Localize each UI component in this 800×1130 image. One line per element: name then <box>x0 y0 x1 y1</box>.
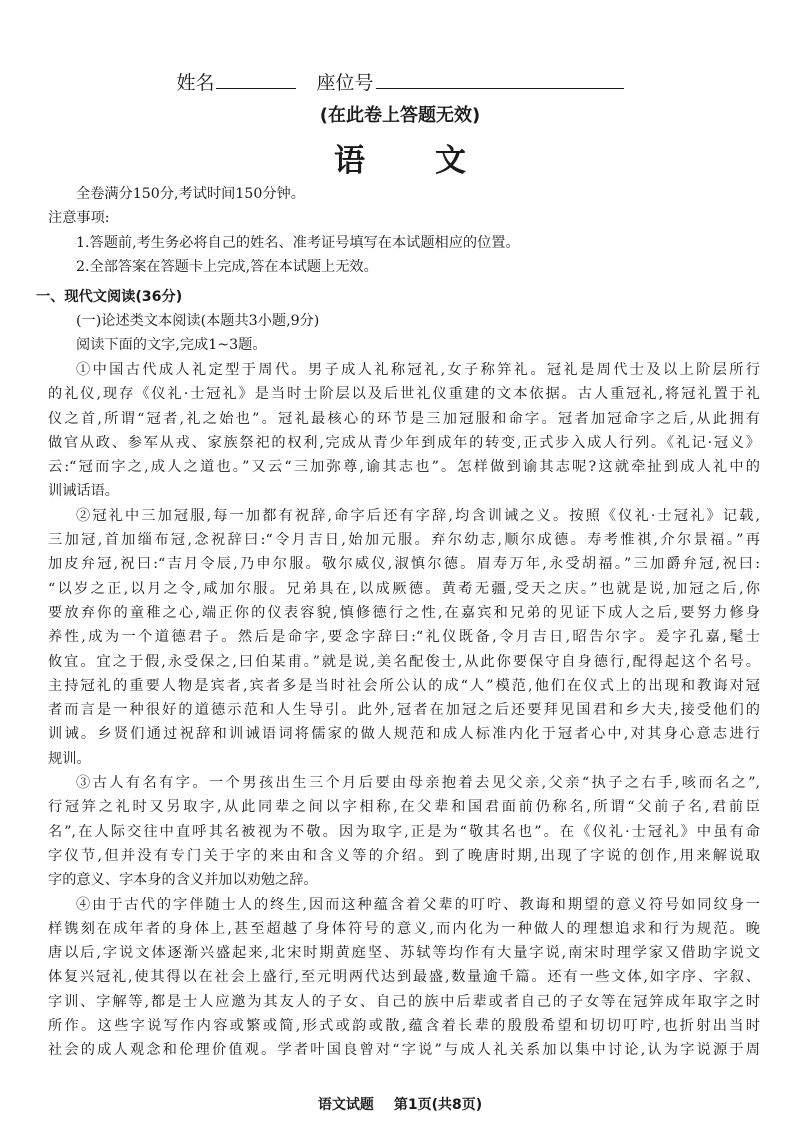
subsection-title: (一)论述类文本阅读(本题共3小题,9分) <box>76 313 320 329</box>
passage-line: 体复兴冠礼,使其得以在社会上盛行,至元明两代达到最盛,数量逾千篇。还有一些文体,如字序、字叙、 <box>48 969 760 986</box>
subject-title: 语文 <box>334 143 536 179</box>
seat-blank <box>376 70 624 89</box>
passage-line: 加皮弁冠,祝曰:“吉月令辰,乃申尔服。敬尔威仪,淑慎尔德。眉寿万年,永受胡福。”三加爵弁冠,祝曰: <box>48 556 760 573</box>
passage-line: 做官从政、参军从戎、家族祭祀的权利,完成从青少年到成年的转变,正式步入成人行列。《礼记·冠义》 <box>48 434 760 451</box>
passage-line: 训诫话语。 <box>48 483 119 500</box>
passage-line: 字仪节,但并没有专门关于字的来由和含义等的介绍。到了晚唐时期,出现了字说的创作,用来解说取 <box>48 847 760 864</box>
passage-line: 者而言是一种很好的道德示范和人生导引。此外,冠者在加冠之后还要拜见国君和乡大夫,接受他们的 <box>48 702 760 719</box>
passage-line: 字训、字解等,都是士人应邀为其友人的子女、自己的族中后辈或者自己的子女等在冠笄成年取字之时 <box>48 993 760 1010</box>
passage-line: 字的意义、字本身的含义并加以劝勉之辞。 <box>48 872 318 889</box>
section-heading <box>36 285 760 309</box>
passage-line: 训诫。乡贤们通过祝辞和训诫语词将儒家的做人规范和成人标准内化于冠者心中,对其身心意志进行 <box>48 726 760 743</box>
note-item: 2.全部答案在答题卡上完成,答在本试题上无效。 <box>76 258 378 275</box>
footer-page-number: 第1页(共8页) <box>393 1097 483 1113</box>
passage-line: 样镌刻在成年者的身体上,甚至超越了身体符号的意义,而内化为一种做人的理想追求和行为规范。晚 <box>48 920 760 937</box>
candidate-info-line <box>0 68 800 95</box>
passage-line: 的礼仪,现存《仪礼·士冠礼》是当时士阶层以及后世礼仪重建的文本依据。古人重冠礼,将冠礼置于礼 <box>48 386 760 403</box>
name-blank <box>216 70 296 89</box>
passage-line: ②冠礼中三加冠服,每一加都有祝辞,命字后还有字辞,均含训诫之义。按照《仪礼·士冠礼》记载, <box>76 507 760 524</box>
passage-line: 规训。 <box>48 750 91 767</box>
passage-line: 名”,在人际交往中直呼其名被视为不敬。因为取字,正是为“敬其名也”。在《仪礼·士冠礼》中虽有命 <box>48 823 760 840</box>
passage-line: 养性,成为一个道德君子。然后是命字,要念字辞曰:“礼仪既备,令月吉日,昭告尔字。爰字孔嘉,髦士 <box>48 629 760 646</box>
footer-subject: 语文试题 <box>317 1097 374 1113</box>
passage-line: 要放弃你的童稚之心,端正你的仪表容貌,慎修德行之性,在嘉宾和兄弟的见证下成人之后,要努力修身 <box>48 604 760 621</box>
passage-line: 三加冠,首加缁布冠,念祝辞曰:“令月吉日,始加元服。弃尔幼志,顺尔成德。寿考惟祺,介尔景福。”再 <box>48 532 760 549</box>
passage-line: ④由于古代的字伴随士人的终生,因而这种蕴含着父辈的叮咛、教诲和期望的意义符号如同纹身一 <box>76 896 760 913</box>
passage-line: 仪之首,所谓“冠者,礼之始也”。冠礼最核心的环节是三加冠服和命字。冠者加冠命字之后,从此拥有 <box>48 410 760 427</box>
passage-line: 行冠笄之礼时又另取字,从此同辈之间以字相称,在父辈和国君面前仍称名,所谓“父前子名,君前臣 <box>48 799 760 816</box>
passage-line: 所作。这些字说写作内容或繁或简,形式或韵或散,蕴含着长辈的殷殷希望和切切叮咛,也折射出当时 <box>48 1018 760 1035</box>
scoring-info: 全卷满分150分,考试时间150分钟。 <box>76 186 305 202</box>
invalid-answer-notice: (在此卷上答题无效) <box>319 105 481 126</box>
seat-label: 座位号 <box>316 72 374 94</box>
passage-line: ①中国古代成人礼定型于周代。男子成人礼称冠礼,女子称笄礼。冠礼是周代士及以上阶层所行 <box>76 362 760 378</box>
reading-instruction: 阅读下面的文字,完成1~3题。 <box>76 337 267 354</box>
page-footer <box>0 1094 800 1114</box>
passage-line: “以岁之正,以月之令,咸加尔服。兄弟具在,以成厥德。黄耇无疆,受天之庆。”也就是说,加冠之后,你 <box>48 580 760 597</box>
passage-line: 云:“冠而字之,成人之道也。”又云“三加弥尊,谕其志也”。怎样做到谕其志呢?这就牵扯到成人礼中的 <box>48 459 760 476</box>
passage-line: ③古人有名有字。一个男孩出生三个月后要由母亲抱着去见父亲,父亲“执子之右手,咳而名之”, <box>76 775 760 792</box>
note-item: 1.答题前,考生务必将自己的姓名、准考证号填写在本试题相应的位置。 <box>76 234 520 251</box>
passage-line: 攸宜。宜之于假,永受保之,曰伯某甫。”就是说,美名配俊士,从此你要保守自身德行,配得起这个名号。 <box>48 653 760 670</box>
passage-line: 唐以后,字说文体逐渐兴盛起来,北宋时期黄庭坚、苏轼等均作有大量字说,南宋时理学家又借助字说文 <box>48 945 760 962</box>
instructions-block <box>48 182 760 279</box>
subsection-block <box>48 309 760 358</box>
passage-line: 主持冠礼的重要人物是宾者,宾者多是当时社会所公认的成“人”模范,他们在仪式上的出现和教诲对冠 <box>48 677 760 694</box>
reading-passage <box>48 358 760 1063</box>
notes-title: 注意事项: <box>48 210 110 227</box>
passage-line: 社会的成人观念和伦理价值观。学者叶国良曾对“字说”与成人礼关系加以集中讨论,认为字说源于周 <box>48 1042 760 1059</box>
section-title: 一、现代文阅读(36分) <box>36 289 183 305</box>
name-label: 姓名 <box>176 72 215 94</box>
